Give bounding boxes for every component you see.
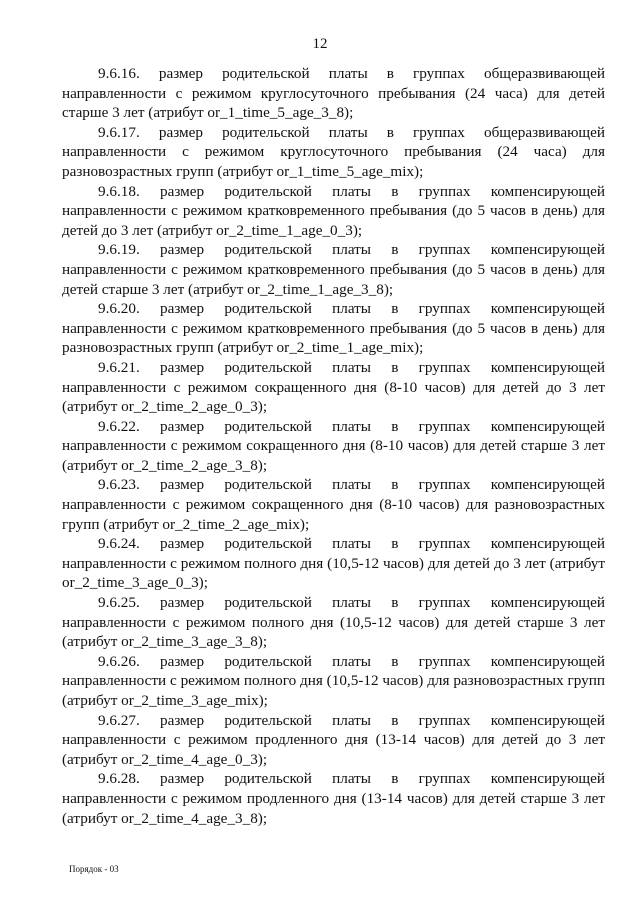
paragraph-9-6-21: 9.6.21. размер родительской платы в группах компенсирующей направленности с режимом сокращенного дня (8-10 часов) для детей до 3 лет (атрибут or_2_time_2_age_0_3);	[62, 358, 605, 416]
paragraph-9-6-19: 9.6.19. размер родительской платы в группах компенсирующей направленности с режимом кратковременного пребывания (до 5 часов в день) для детей старше 3 лет (атрибут or_2_time_1_age_3_8);	[62, 241, 605, 298]
paragraph-9-6-27: 9.6.27. размер родительской платы в группах компенсирующей направленности с режимом продленного дня (13-14 часов) для детей до 3 лет (атрибут or_2_time_4_age_0_3);	[62, 711, 605, 768]
paragraph-9-6-20: 9.6.20. размер родительской платы в группах компенсирующей направленности с режимом кратковременного пребывания (до 5 часов в день) для разновозрастных групп (атрибут or_2_time_1_age_mix);	[62, 300, 605, 357]
paragraph-9-6-24: 9.6.24. размер родительской платы в группах компенсирующей направленности с режимом полного дня (10,5-12 часов) для детей до 3 лет (атрибут or_2_time_3_age_0_3);	[62, 535, 605, 592]
paragraph-9-6-16: 9.6.16. размер родительской платы в группах общеразвивающей направленности с режимом круглосуточного пребывания (24 часа) для детей старше 3 лет (атрибут or_1_time_5_age_3_8);	[62, 65, 605, 122]
page-number: 12	[312, 36, 328, 52]
footer-label: Порядок - 03	[69, 864, 119, 874]
paragraph-9-6-18: 9.6.18. размер родительской платы в группах компенсирующей направленности с режимом кратковременного пребывания (до 5 часов в день) для детей до 3 лет (атрибут or_2_time_1_age_0_3);	[62, 182, 605, 239]
paragraph-9-6-25: 9.6.25. размер родительской платы в группах компенсирующей направленности с режимом полного дня (10,5-12 часов) для детей старше 3 лет (атрибут or_2_time_3_age_3_8);	[62, 594, 605, 651]
paragraph-9-6-23: 9.6.23. размер родительской платы в группах компенсирующей направленности с режимом сокращенного дня (8-10 часов) для разновозрастных групп (атрибут or_2_time_2_age_mix);	[62, 476, 605, 533]
paragraph-9-6-26: 9.6.26. размер родительской платы в группах компенсирующей направленности с режимом полного дня (10,5-12 часов) для разновозрастных групп (атрибут or_2_time_3_age_mix);	[62, 652, 605, 709]
document-body	[62, 64, 605, 828]
paragraph-9-6-28: 9.6.28. размер родительской платы в группах компенсирующей направленности с режимом продленного дня (13-14 часов) для детей старше 3 лет (атрибут or_2_time_4_age_3_8);	[62, 770, 605, 827]
paragraph-9-6-17: 9.6.17. размер родительской платы в группах общеразвивающей направленности с режимом круглосуточного пребывания (24 часа) для разновозрастных групп (атрибут or_1_time_5_age_mix);	[62, 123, 605, 180]
paragraph-9-6-22: 9.6.22. размер родительской платы в группах компенсирующей направленности с режимом сокращенного дня (8-10 часов) для детей старше 3 лет (атрибут or_2_time_2_age_3_8);	[62, 417, 605, 474]
